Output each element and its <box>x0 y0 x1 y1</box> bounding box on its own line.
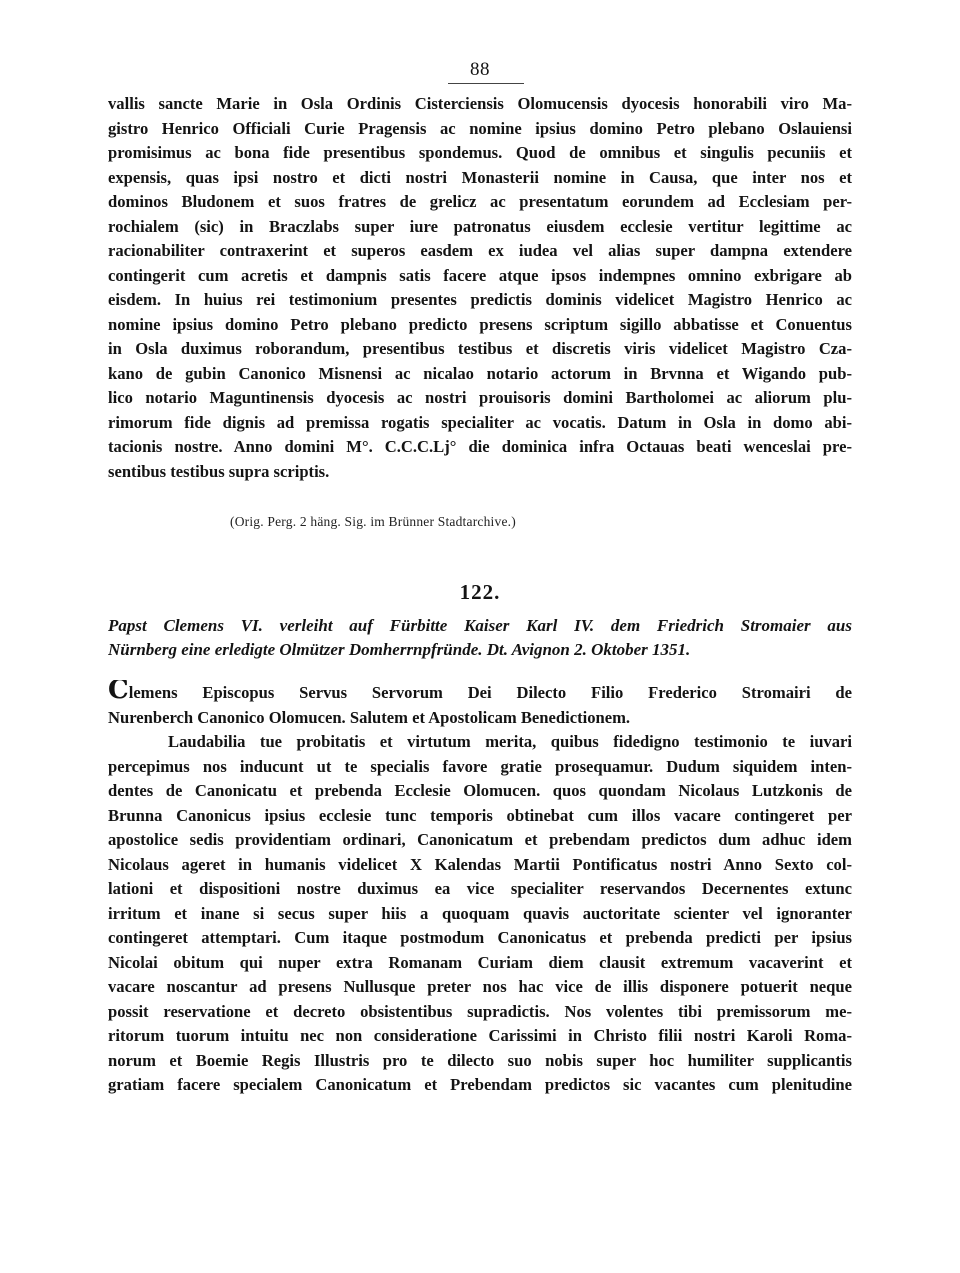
text-line: irritum et inane si secus super hiis a quoquam quavis auctoritate scienter vel ignoranter <box>108 903 852 923</box>
page-number-rule <box>448 83 524 84</box>
text-line: gratiam facere specialem Canonicatum et Prebendam predictos sic vacantes cum plenitudine <box>108 1075 852 1094</box>
text-line: racionabiliter contraxerint et superos easdem ex iudea vel alias super dampna extendere <box>108 241 852 260</box>
text-line: gistro Henrico Officiali Curie Pragensis ac nomine ipsius domino Petro plebano Oslauiensi <box>108 118 852 138</box>
text-line: Nicolaus ageret in humanis videlicet X Kalendas Martii Pontificatus nostri Anno Sexto col- <box>108 854 852 874</box>
text-line: in Osla duximus roborandum, presentibus testibus et discretis viris videlicet Magistro Cza- <box>108 339 852 358</box>
text-line: Laudabilia tue probitatis et virtutum merita, quibus fidedigno testimonio te iuvari <box>168 732 852 751</box>
text-line: lico notario Maguntinensis dyocesis ac nostri prouisoris domini Bartholomei ac aliorum plu- <box>108 388 852 407</box>
text-line: eisdem. In huius rei testimonium presentes predictis dominis videlicet Magistro Henrico ac <box>108 290 852 309</box>
text-line: vacare noscantur ad presens Nullusque preter nos hac vice de illis disponere potuerit neque <box>108 977 852 996</box>
text-line: ritorum tuorum intuitu nec non consideratione Carissimi in Christo filii nostri Karoli Roma- <box>108 1026 852 1045</box>
initial-letter: C <box>108 680 129 705</box>
page-number: 88 <box>470 59 490 80</box>
text-line: dominos Bludonem et suos fratres de grelicz ac presentatum eorundem ad Ecclesiam per- <box>108 192 852 211</box>
source-note: (Orig. Perg. 2 häng. Sig. im Brünner Stadtarchive.) <box>230 514 516 529</box>
text-line: sentibus testibus supra scriptis. <box>108 461 330 481</box>
first-line-text: lemens Episcopus Servus Servorum Dei Dilecto Filio Frederico Stromairi de <box>128 683 852 702</box>
text-line: dentes de Canonicatu et prebenda Ecclesie Olomucen. quos quondam Nicolaus Lutzkonis de <box>108 781 852 800</box>
document-regest <box>108 614 852 662</box>
text-line: Nurenberch Canonico Olomucen. Salutem et Apostolicam Benedictionem. <box>108 707 631 727</box>
text-line: tacionis nostre. Anno domini M°. C.C.C.Lj° die dominica infra Octauas beati wenceslai pre- <box>108 437 852 456</box>
text-line: percepimus nos inducunt ut te specialis favore gratie prosequamur. Dudum siquidem inten- <box>108 756 852 776</box>
text-line: nomine ipsius domino Petro plebano predicto presens scriptum sigillo abbatisse et Conuentus <box>108 314 852 334</box>
text-line: norum et Boemie Regis Illustris pro te dilecto suo nobis super hoc humiliter supplicantis <box>108 1050 852 1070</box>
regest-line: Papst Clemens VI. verleiht auf Fürbitte Kaiser Karl IV. dem Friedrich Stromaier aus <box>108 616 852 635</box>
text-line: possit reservatione et decreto obsistentibus supradictis. Nos volentes tibi premissorum me- <box>108 1001 852 1021</box>
regest-line: Nürnberg eine erledigte Olmützer Domherrnpfründe. Dt. Avignon 2. Oktober 1351. <box>108 640 691 659</box>
text-line: rochialem (sic) in Braczlabs super iure patronatus eiusdem ecclesie vertitur legittime ac <box>108 216 852 236</box>
text-line: contingeret attemptari. Cum itaque postmodum Canonicatus et prebenda predicti per ipsius <box>108 928 852 947</box>
text-line: expensis, quas ipsi nostro et dicti nostri Monasterii nomine in Causa, que inter nos et <box>108 167 852 187</box>
text-line: rimorum fide dignis ad premissa rogatis specialiter ac vocatis. Datum in Osla in domo abi- <box>108 412 852 432</box>
first-text-line <box>108 680 852 706</box>
text-line: Brunna Canonicus ipsius ecclesie tunc temporis obtinebat cum illos vacare contingeret per <box>108 805 852 825</box>
text-line: apostolice sedis providentiam ordinari, Canonicatum et prebendam predictos dum adhuc idem <box>108 830 852 849</box>
text-line: contingerit cum acretis et dampnis satis facere atque ipsos indempnes omnino exbrigare ab <box>108 265 852 285</box>
text-line: kano de gubin Canonico Misnensi ac nicalao notario actorum in Brvnna et Wigando pub- <box>108 363 852 383</box>
document-text <box>108 680 852 1098</box>
document-number: 122. <box>459 580 501 604</box>
text-line: Nicolai obitum qui nuper extra Romanam Curiam diem clausit extremum vacaverint et <box>108 952 852 972</box>
text-line: promisimus ac bona fide presentibus spondemus. Quod de omnibus et singulis pecuniis et <box>108 143 852 162</box>
previous-document-text <box>108 92 852 484</box>
text-line: lationi et dispositioni nostre duximus ea vice specialiter reservandos Decernentes extunc <box>108 879 852 898</box>
text-line: vallis sancte Marie in Osla Ordinis Cisterciensis Olomucensis dyocesis honorabili viro Ma- <box>108 94 852 113</box>
